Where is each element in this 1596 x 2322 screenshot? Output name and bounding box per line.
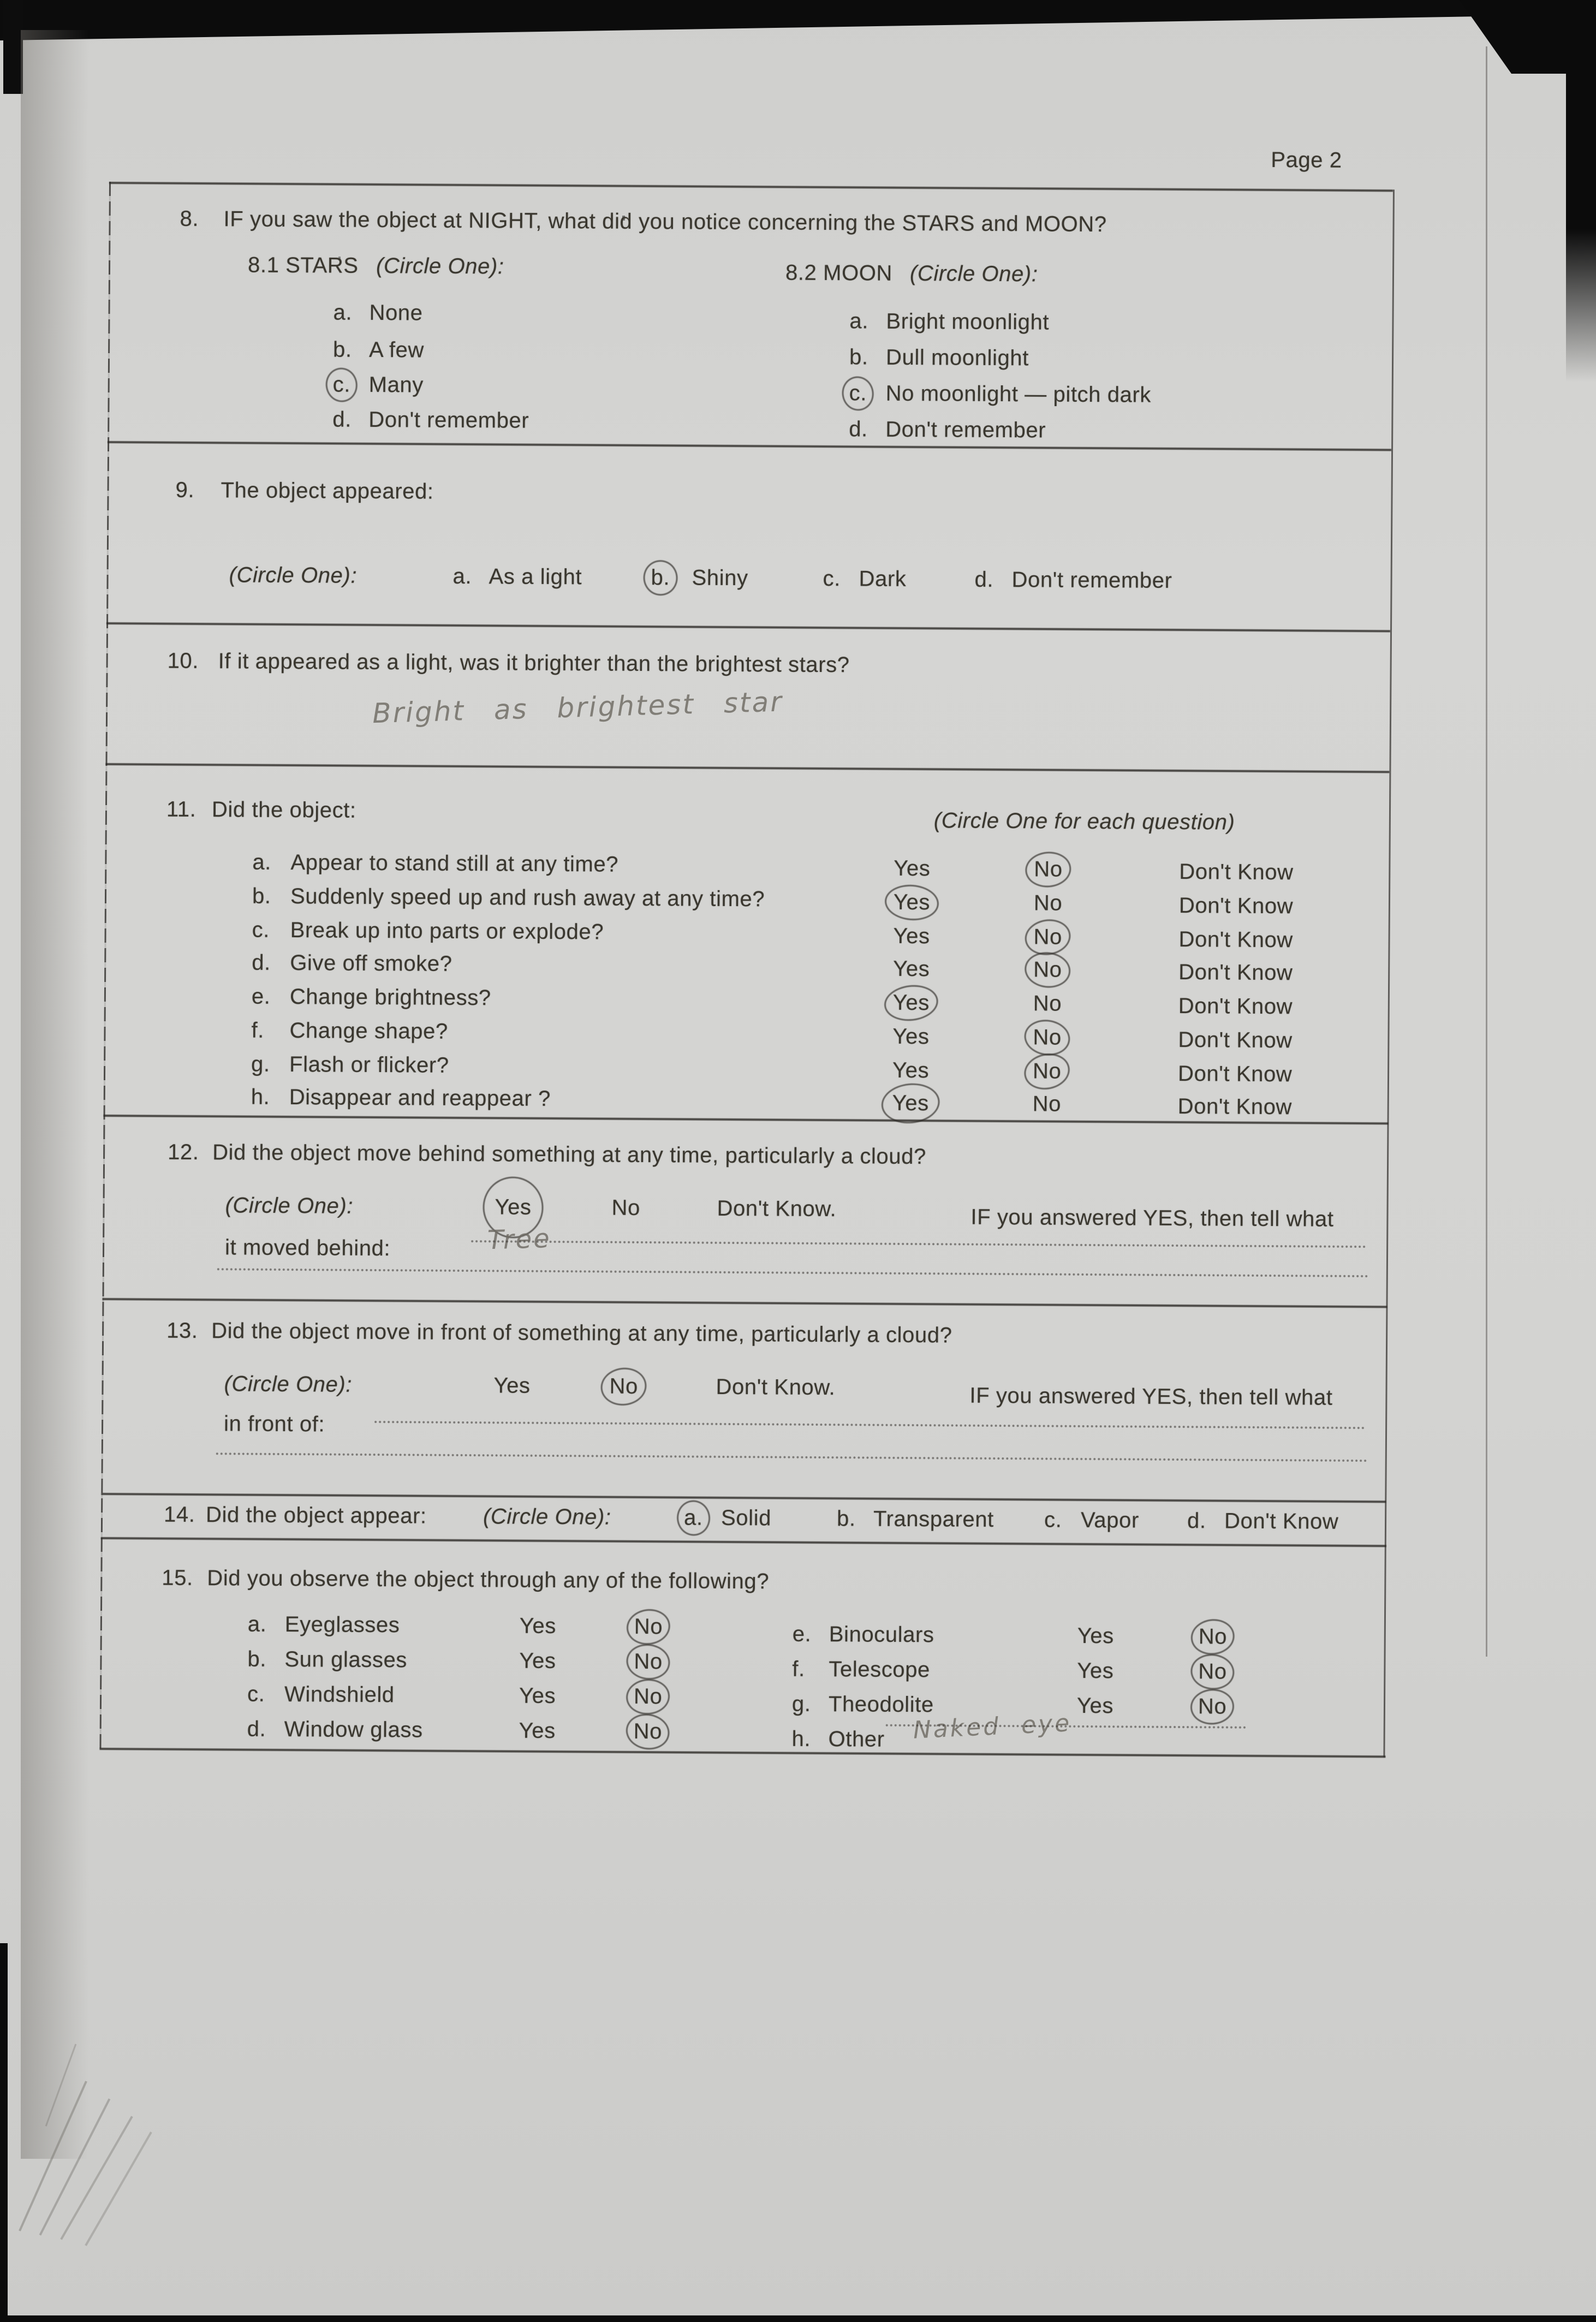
q15-other-letter: h. (791, 1726, 811, 1751)
q13-dk-option: Don't Know. (716, 1374, 836, 1400)
q11-no-option: No (1033, 991, 1062, 1016)
q9-number: 9. (175, 478, 195, 502)
q8-moon-option-label: Dull moonlight (885, 345, 1029, 371)
q15-row-label: Eyeglasses (284, 1612, 400, 1638)
q13-circle-label: (Circle One): (224, 1372, 353, 1397)
q11-row-letter: e. (251, 984, 271, 1009)
q9-circle-label: (Circle One): (229, 563, 358, 588)
q11-row-letter: h. (251, 1085, 270, 1109)
q11-row-label: Appear to stand still at any time? (290, 850, 619, 877)
q15-row-label: Binoculars (829, 1622, 934, 1647)
q12-dk-option: Don't Know. (717, 1196, 837, 1222)
section-divider (108, 441, 1391, 451)
q11-text: Did the object: (211, 797, 356, 823)
q12-text: Did the object move behind something at any time, particularly a cloud? (212, 1140, 927, 1169)
q15-no-option: No (634, 1649, 663, 1674)
q14-circle-label: (Circle One): (483, 1504, 611, 1529)
section-divider (106, 622, 1390, 632)
q14-option-label: Transparent (873, 1507, 994, 1532)
q8-moon-option-letter: a. (849, 309, 869, 334)
q8-stars-title: 8.1 STARS (247, 253, 359, 278)
q12-handwritten-answer: Tree (487, 1223, 552, 1256)
form-border-right (1383, 189, 1395, 1757)
form-border-left (99, 182, 111, 1749)
q15-no-option: No (1198, 1694, 1227, 1719)
q8-stars-option-letter: a. (333, 300, 353, 325)
q15-no-option: No (1198, 1624, 1228, 1649)
q11-no-option: No (1034, 857, 1063, 882)
q9-option-label: As a light (489, 564, 582, 590)
q11-dk-option: Don't Know (1177, 1094, 1293, 1120)
q15-yes-option: Yes (519, 1648, 556, 1674)
q9-option-label: Shiny (692, 565, 748, 591)
q11-dk-option: Don't Know (1178, 960, 1293, 985)
q11-instruction: (Circle One for each question) (933, 808, 1235, 835)
q15-row-letter: d. (247, 1717, 266, 1741)
q15-text: Did you observe the object through any of the following? (207, 1566, 770, 1594)
q11-yes-option: Yes (892, 1024, 930, 1049)
q13-number: 13. (166, 1318, 198, 1343)
q11-number: 11. (166, 797, 196, 821)
q11-dk-option: Don't Know (1178, 893, 1294, 919)
q15-yes-option: Yes (1077, 1658, 1114, 1683)
q15-row-label: Theodolite (828, 1692, 934, 1717)
q11-no-option: No (1033, 1025, 1062, 1050)
q15-no-option: No (633, 1684, 663, 1709)
q11-row-label: Flash or flicker? (289, 1052, 449, 1077)
q15-row-letter: e. (792, 1622, 812, 1646)
form-border-top (109, 182, 1393, 192)
q14-option-letter: c. (1044, 1508, 1062, 1532)
q11-no-option: No (1033, 891, 1063, 915)
q11-no-option: No (1032, 1059, 1062, 1083)
q11-row-letter: a. (252, 850, 272, 874)
q8-text: IF you saw the object at NIGHT, what did you notice concerning the STARS and MOON? (223, 207, 1107, 237)
q9-option-letter: b. (651, 565, 670, 590)
q11-row-label: Suddenly speed up and rush away at any time? (290, 884, 765, 912)
answer-line (216, 1452, 1368, 1462)
q14-option-letter: d. (1187, 1509, 1206, 1533)
q11-no-option: No (1033, 957, 1062, 982)
q8-stars-option-letter: b. (333, 337, 352, 362)
q11-dk-option: Don't Know (1178, 1027, 1293, 1053)
q15-no-option: No (634, 1614, 663, 1639)
q8-stars-option-label: None (369, 300, 423, 325)
q15-row-letter: g. (791, 1692, 811, 1716)
q8-stars-option-label: Many (368, 372, 424, 397)
q8-stars-circle-label: (Circle One): (376, 253, 504, 279)
q12-number: 12. (168, 1140, 199, 1165)
q8-moon-option-label: No moonlight — pitch dark (885, 381, 1152, 407)
q15-no-option: No (1198, 1659, 1227, 1684)
q11-row-letter: f. (251, 1018, 265, 1043)
q11-row-letter: b. (252, 884, 271, 908)
q11-no-option: No (1032, 1092, 1062, 1116)
q11-dk-option: Don't Know (1179, 859, 1294, 885)
q15-row-label: Sun glasses (284, 1647, 408, 1672)
q11-yes-option: Yes (892, 990, 930, 1015)
q11-row-label: Change brightness? (289, 985, 491, 1010)
q11-yes-option: Yes (894, 856, 931, 881)
q11-row-letter: d. (252, 950, 271, 975)
q8-stars-option-label: Don't remember (368, 407, 529, 433)
q8-stars-option-letter: d. (332, 407, 352, 432)
q15-row-label: Telescope (829, 1657, 931, 1682)
q13-prompt: in front of: (223, 1412, 325, 1437)
q15-other-handwritten-answer: Naked eye (912, 1709, 1073, 1745)
q14-text: Did the object appear: (205, 1503, 427, 1528)
q15-yes-option: Yes (519, 1683, 556, 1708)
q11-row-letter: c. (252, 918, 270, 942)
q14-number: 14. (163, 1502, 195, 1527)
q9-option-letter: a. (452, 564, 472, 589)
q13-text: Did the object move in front of something at any time, particularly a cloud? (211, 1319, 952, 1348)
q8-moon-option-letter: b. (849, 345, 868, 370)
q8-moon-title: 8.2 MOON (785, 260, 893, 285)
q9-text: The object appeared: (221, 478, 434, 504)
q15-yes-option: Yes (519, 1718, 556, 1743)
q8-number: 8. (180, 206, 199, 231)
q13-yes-option: Yes (493, 1373, 531, 1398)
q9-option-label: Don't remember (1011, 568, 1172, 593)
q12-yes-option: Yes (495, 1195, 532, 1219)
q11-yes-option: Yes (892, 1091, 929, 1116)
q15-row-label: Window glass (284, 1717, 423, 1742)
q15-number: 15. (162, 1565, 193, 1590)
q8-stars-option-letter: c. (332, 372, 351, 397)
q12-prompt: it moved behind: (224, 1235, 391, 1261)
q11-row-label: Disappear and reappear ? (289, 1085, 551, 1111)
q15-row-letter: f. (792, 1657, 805, 1681)
q11-yes-option: Yes (893, 956, 930, 981)
q15-no-option: No (633, 1719, 663, 1744)
q15-row-letter: a. (247, 1612, 267, 1636)
q11-dk-option: Don't Know (1178, 927, 1294, 952)
q8-moon-option-letter: c. (849, 381, 867, 406)
q10-handwritten-answer: Bright as brightest star (372, 686, 784, 730)
q11-row-letter: g. (251, 1052, 270, 1076)
section-divider (105, 763, 1389, 773)
q11-yes-option: Yes (893, 890, 931, 915)
section-divider (101, 1493, 1386, 1503)
q12-no-option: No (611, 1195, 641, 1220)
q11-yes-option: Yes (893, 924, 930, 949)
q10-number: 10. (167, 648, 199, 674)
q9-option-label: Dark (859, 567, 907, 591)
q11-row-label: Break up into parts or explode? (290, 918, 604, 944)
q12-circle-label: (Circle One): (225, 1193, 354, 1218)
q11-yes-option: Yes (892, 1058, 930, 1083)
q15-yes-option: Yes (519, 1614, 557, 1639)
q13-followup: IF you answered YES, then tell what (969, 1383, 1333, 1410)
q8-stars-option-label: A few (369, 337, 425, 362)
q8-moon-circle-label: (Circle One): (909, 261, 1038, 287)
section-divider (101, 1537, 1386, 1547)
q14-option-label: Solid (720, 1505, 772, 1531)
q11-no-option: No (1033, 925, 1063, 949)
q10-text: If it appeared as a light, was it brighter than the brightest stars? (218, 649, 850, 677)
q12-followup: IF you answered YES, then tell what (970, 1205, 1334, 1231)
q11-row-label: Give off smoke? (290, 951, 452, 976)
section-divider (102, 1298, 1387, 1308)
q9-option-letter: c. (823, 567, 841, 591)
q11-dk-option: Don't Know (1178, 993, 1293, 1019)
q14-option-label: Vapor (1080, 1508, 1139, 1533)
q15-yes-option: Yes (1077, 1623, 1114, 1648)
q8-moon-option-label: Bright moonlight (886, 309, 1050, 335)
q14-option-letter: a. (683, 1505, 703, 1530)
answer-line (217, 1268, 1369, 1277)
answer-line (374, 1421, 1365, 1429)
answer-line (471, 1240, 1366, 1248)
q13-no-option: No (609, 1374, 639, 1398)
q14-option-letter: b. (836, 1507, 856, 1531)
q14-option-label: Don't Know (1224, 1509, 1339, 1534)
q8-moon-option-letter: d. (849, 417, 868, 442)
q11-dk-option: Don't Know (1177, 1061, 1293, 1087)
q15-row-letter: c. (247, 1682, 265, 1706)
q15-other-label: Other (828, 1727, 885, 1752)
q11-row-label: Change shape? (289, 1019, 448, 1044)
q9-option-letter: d. (974, 567, 994, 592)
q15-row-letter: b. (247, 1647, 267, 1671)
q8-moon-option-label: Don't remember (885, 417, 1046, 443)
q15-row-label: Windshield (284, 1682, 395, 1707)
form-border-bottom (99, 1748, 1385, 1758)
q15-yes-option: Yes (1076, 1693, 1114, 1718)
page-number-label: Page 2 (1271, 148, 1342, 172)
